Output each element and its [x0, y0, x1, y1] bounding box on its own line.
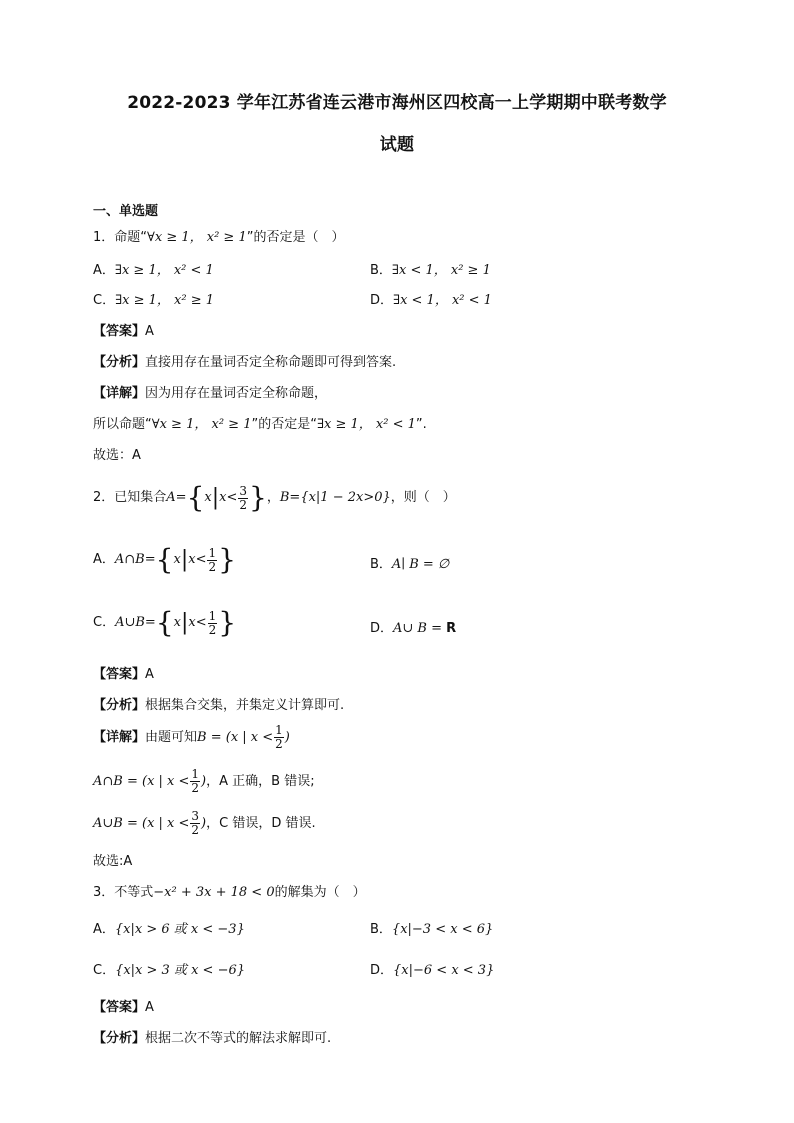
q1-option-c-label: C．	[93, 293, 116, 308]
q2-option-b-label: B．	[370, 557, 392, 572]
fraction-den: 2	[208, 559, 217, 574]
q2-detail-line3	[93, 810, 316, 837]
q3-option-c	[93, 962, 245, 980]
q2-option-d-label: D．	[370, 621, 394, 636]
fraction-num: 3	[239, 483, 248, 498]
q3-analysis	[93, 1030, 331, 1048]
q1-option-b-label: B．	[370, 263, 392, 278]
q3-stem	[93, 884, 366, 902]
q3-answer	[93, 999, 154, 1017]
q2-stem	[93, 481, 456, 514]
q3-option-a	[93, 921, 245, 939]
q2-set-a-var: x	[204, 490, 212, 505]
q2-detail3-math: A∪B = (x | x <	[93, 815, 190, 831]
q2-option-a	[93, 543, 236, 576]
close-brace-glyph: }	[218, 543, 236, 576]
close-brace-glyph: }	[249, 481, 267, 514]
bar-glyph: |	[180, 610, 189, 635]
q3-option-d	[370, 962, 494, 980]
q1-stem-post: ”的否定是（ ）	[246, 230, 345, 245]
fraction-num: 1	[275, 723, 283, 737]
fraction-1-2	[208, 610, 218, 637]
q3-option-d-text: {x|−6 < x < 3}	[393, 963, 495, 978]
q3-option-b-label: B．	[370, 922, 392, 937]
q1-stem-pre: 1．命题“	[93, 230, 148, 245]
q2-option-d	[370, 620, 456, 638]
q3-stem-post: 的解集为（ ）	[274, 885, 366, 900]
q2-option-c-label: C．	[93, 615, 116, 630]
q2-option-b-text: A∣ B = ∅	[391, 557, 450, 572]
q2-option-d-pre: A∪ B =	[393, 621, 447, 636]
fraction-3-2	[238, 485, 248, 512]
q1-analysis	[93, 354, 396, 372]
q2-analysis	[93, 697, 344, 715]
q1-option-a-label: A．	[93, 263, 115, 278]
q2-option-b	[370, 556, 449, 574]
q1-answer-tag: 【答案】	[93, 324, 146, 339]
q1-detail2-post: ”.	[415, 417, 427, 432]
q3-analysis-tag: 【分析】	[93, 1031, 146, 1046]
q2-option-c	[93, 606, 237, 639]
section-heading: 一、单选题	[93, 204, 159, 219]
q2-analysis-text: 根据集合交集，并集定义计算即可.	[145, 698, 345, 713]
q2-option-a-pre: A∩B=	[114, 552, 156, 567]
q2-choose: 故选:A	[93, 854, 133, 869]
q3-analysis-text: 根据二次不等式的解法求解即可.	[145, 1031, 332, 1046]
q1-option-d	[370, 292, 492, 310]
q2-option-a-cond: x<	[188, 552, 207, 567]
q2-option-a-var: x	[173, 552, 181, 567]
q1-detail	[93, 385, 327, 403]
document-title-line2: 试题	[379, 135, 415, 155]
q2-option-c-pre: A∪B=	[115, 615, 156, 630]
q1-stem-math: ∀x ≥ 1， x² ≥ 1	[147, 230, 247, 245]
q3-answer-tag: 【答案】	[93, 1000, 146, 1015]
q1-option-d-label: D．	[370, 293, 394, 308]
bar-glyph: |	[211, 485, 220, 510]
close-brace-glyph: }	[218, 606, 237, 639]
q1-option-a-text: ∃x ≥ 1， x² < 1	[114, 263, 214, 278]
q2-stem-post: ，则（ ）	[390, 490, 456, 505]
q2-detail-pre: 由题可知	[145, 729, 198, 745]
q3-option-c-text: {x|x > 3 或 x < −6}	[115, 963, 246, 978]
q2-detail2-math: A∩B = (x | x <	[93, 773, 190, 789]
fraction-1-2	[274, 724, 284, 751]
q1-detail2-pre: 所以命题“	[93, 417, 152, 432]
q1-detail-text: 因为用存在量词否定全称命题，	[145, 386, 328, 401]
q3-option-d-label: D．	[370, 963, 394, 978]
q1-option-c	[93, 292, 214, 310]
q2-detail-math: B = (x | x <	[197, 729, 274, 745]
q3-option-a-label: A．	[93, 922, 115, 937]
q1-option-d-text: ∃x < 1， x² < 1	[393, 293, 492, 308]
fraction-den: 2	[208, 622, 217, 637]
q2-stem-pre: 2．已知集合	[93, 490, 167, 505]
q2-option-c-var: x	[173, 615, 181, 630]
q1-stem	[93, 229, 344, 247]
q2-set-a-pre: A=	[166, 490, 187, 505]
q1-option-c-text: ∃x ≥ 1， x² ≥ 1	[115, 293, 214, 308]
q1-detail-line2	[93, 416, 427, 434]
q2-detail-close: )	[284, 729, 290, 745]
q2-detail-line2	[93, 768, 315, 795]
q2-detail2-post: ，A 正确，B 错误;	[206, 773, 315, 789]
q1-detail2-mid: ”的否定是“	[251, 417, 317, 432]
q2-detail-tag: 【详解】	[93, 729, 146, 745]
open-brace-glyph: {	[186, 481, 205, 514]
fraction-num: 1	[208, 545, 217, 560]
fraction-den: 2	[239, 497, 248, 512]
q3-stem-math: −x² + 3x + 18 < 0	[153, 885, 275, 900]
fraction-1-2	[190, 768, 200, 795]
q1-detail2-math1: ∀x ≥ 1， x² ≥ 1	[151, 417, 252, 432]
q2-detail2-close: )	[201, 773, 207, 789]
q2-option-a-label: A．	[93, 552, 115, 567]
q3-option-c-label: C．	[93, 963, 116, 978]
open-brace-glyph: {	[155, 606, 174, 639]
q3-answer-value: A	[145, 1000, 154, 1015]
q3-option-b-text: {x|−3 < x < 6}	[391, 922, 494, 937]
q1-detail-tag: 【详解】	[93, 386, 146, 401]
q1-answer	[93, 323, 154, 341]
q2-detail3-post: ，C 错误，D 错误.	[206, 815, 316, 831]
q3-option-a-text: {x|x > 6 或 x < −3}	[114, 922, 245, 937]
fraction-den: 2	[191, 823, 200, 837]
bar-glyph: |	[180, 547, 189, 572]
q1-detail2-math2: ∃x ≥ 1， x² < 1	[316, 417, 416, 432]
fraction-1-2	[207, 547, 217, 574]
fraction-3-2	[190, 810, 200, 837]
q2-detail3-close: )	[201, 815, 207, 831]
q2-option-d-real-set: R	[446, 621, 457, 636]
q1-choose: 故选：A	[93, 448, 141, 463]
document-title-line1: 2022-2023 学年江苏省连云港市海州区四校高一上学期期中联考数学	[127, 93, 667, 113]
q2-set-b: B={x|1 − 2x>0}	[279, 490, 391, 505]
q2-set-a-cond: x<	[219, 490, 238, 505]
q3-stem-pre: 3．不等式	[93, 885, 154, 900]
q1-answer-value: A	[145, 324, 154, 339]
q2-option-c-cond: x<	[188, 615, 207, 630]
fraction-num: 1	[208, 608, 217, 623]
open-brace-glyph: {	[155, 543, 174, 576]
q2-detail	[93, 724, 290, 751]
q1-option-b	[370, 262, 491, 280]
fraction-num: 3	[191, 809, 200, 823]
q1-analysis-tag: 【分析】	[93, 355, 146, 370]
q2-sep: ，	[266, 490, 280, 505]
fraction-num: 1	[191, 767, 200, 781]
q1-option-a	[93, 262, 214, 280]
fraction-den: 2	[275, 737, 283, 751]
fraction-den: 2	[191, 781, 200, 795]
q2-analysis-tag: 【分析】	[93, 698, 146, 713]
q2-answer	[93, 666, 154, 684]
q1-analysis-text: 直接用存在量词否定全称命题即可得到答案.	[145, 355, 397, 370]
q2-answer-value: A	[145, 667, 154, 682]
q2-answer-tag: 【答案】	[93, 667, 146, 682]
q1-option-b-text: ∃x < 1， x² ≥ 1	[391, 263, 491, 278]
q3-option-b	[370, 921, 493, 939]
